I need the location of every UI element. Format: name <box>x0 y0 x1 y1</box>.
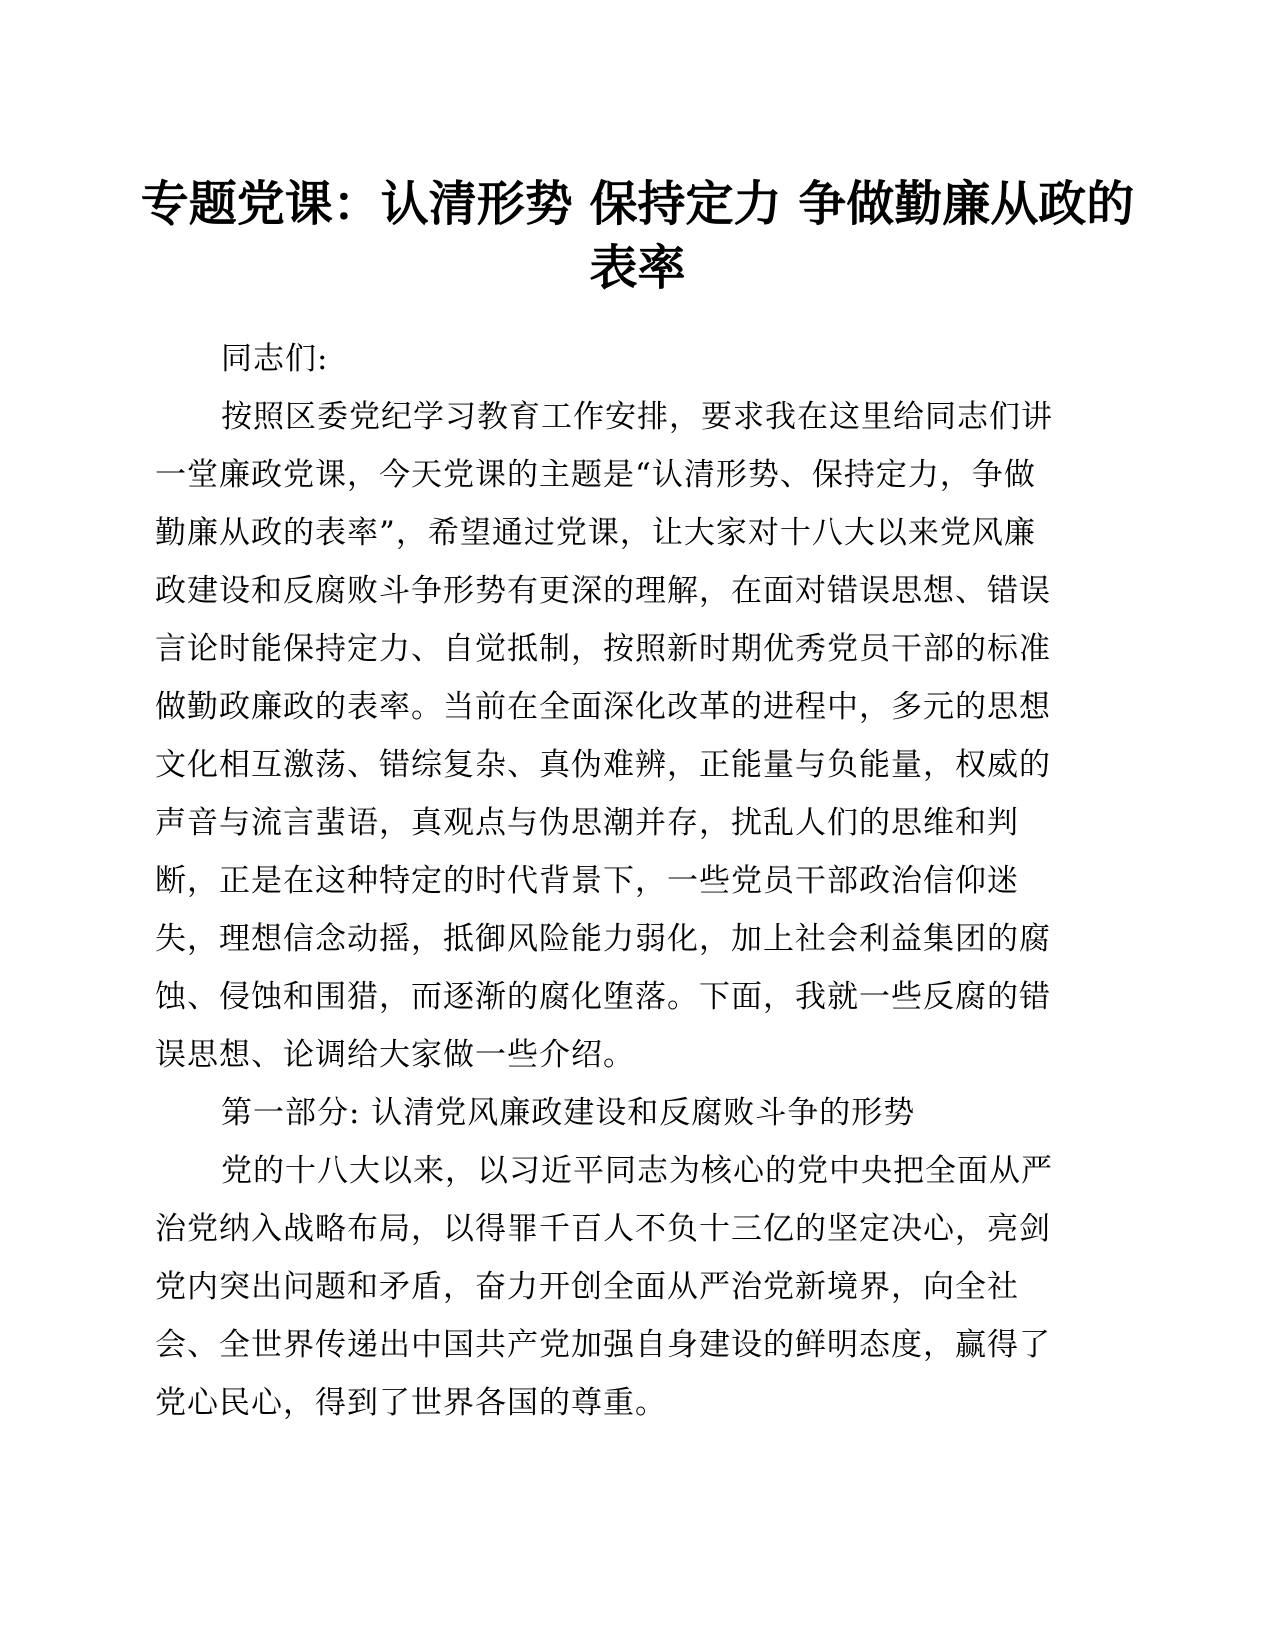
body-line: 蚀、侵蚀和围猎，而逐渐的腐化堕落。下面，我就一些反腐的错 <box>155 979 1051 1015</box>
body-line: 文化相互激荡、错综复杂、真伪难辨，正能量与负能量，权威的 <box>155 747 1051 783</box>
document-body <box>155 330 1095 1432</box>
body-line: 党心民心，得到了世界各国的尊重。 <box>155 1385 667 1421</box>
body-line: 按照区委党纪学习教育工作安排，要求我在这里给同志们讲 <box>221 399 1053 435</box>
body-line: 言论时能保持定力、自觉抵制，按照新时期优秀党员干部的标准 <box>155 631 1051 667</box>
body-line: 勤廉从政的表率”，希望通过党课，让大家对十八大以来党风廉 <box>155 515 1036 551</box>
section-heading: 第一部分: 认清党风廉政建设和反腐败斗争的形势 <box>221 1095 916 1131</box>
body-line: 会、全世界传递出中国共产党加强自身建设的鲜明态度，赢得了 <box>155 1327 1051 1363</box>
body-line: 做勤政廉政的表率。当前在全面深化改革的进程中，多元的思想 <box>155 689 1051 725</box>
document-title <box>140 172 1135 300</box>
title-line-2: 表率 <box>589 240 686 296</box>
body-line: 失，理想信念动摇，抵御风险能力弱化，加上社会利益集团的腐 <box>155 921 1051 957</box>
body-line: 政建设和反腐败斗争形势有更深的理解，在面对错误思想、错误 <box>155 573 1051 609</box>
body-line: 误思想、论调给大家做一些介绍。 <box>155 1037 635 1073</box>
body-line: 断，正是在这种特定的时代背景下，一些党员干部政治信仰迷 <box>155 863 1019 899</box>
body-line: 同志们: <box>221 341 329 377</box>
body-line: 一堂廉政党课，今天党课的主题是“认清形势、保持定力，争做 <box>155 457 1036 493</box>
body-line: 声音与流言蜚语，真观点与伪思潮并存，扰乱人们的思维和判 <box>155 805 1019 841</box>
body-line: 党的十八大以来，以习近平同志为核心的党中央把全面从严 <box>221 1153 1053 1189</box>
body-line: 党内突出问题和矛盾，奋力开创全面从严治党新境界，向全社 <box>155 1269 1019 1305</box>
title-line-1: 专题党课：认清形势 保持定力 争做勤廉从政的 <box>140 176 1135 232</box>
body-line: 治党纳入战略布局，以得罪千百人不负十三亿的坚定决心，亮剑 <box>155 1211 1051 1247</box>
